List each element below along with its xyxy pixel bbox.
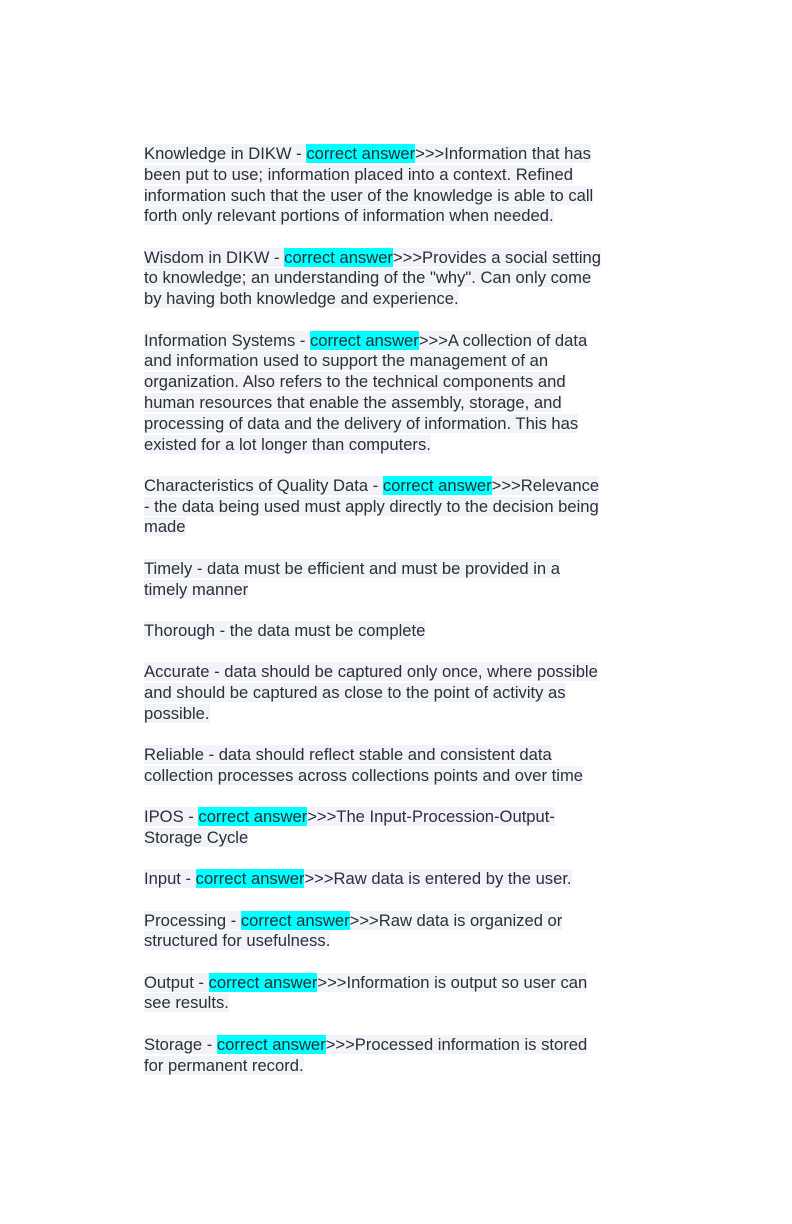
text-line	[144, 559, 644, 580]
definition-text: >>>Raw data is entered by the user.	[304, 869, 572, 889]
term-text: Storage -	[144, 1034, 217, 1054]
answer-highlight: correct answer	[216, 1034, 326, 1054]
flashcard-entry	[144, 662, 644, 724]
definition-text: >>>Information that has	[415, 144, 591, 163]
text-line	[144, 351, 644, 372]
answer-highlight: correct answer	[240, 910, 350, 930]
answer-highlight: correct answer	[198, 807, 308, 827]
text-line	[144, 683, 644, 704]
text-line	[144, 911, 644, 932]
term-text: forth only relevant portions of information when needed.	[144, 206, 554, 226]
text-line	[144, 1056, 644, 1077]
definition-text: >>>Information is output so user can	[317, 972, 588, 992]
term-text: been put to use; information placed into a context. Refined	[144, 164, 573, 184]
term-text: timely manner	[144, 579, 249, 599]
answer-highlight: correct answer	[284, 247, 393, 267]
text-line	[144, 372, 644, 393]
answer-highlight: correct answer	[382, 475, 492, 495]
text-line	[144, 435, 644, 456]
term-text: to knowledge; an understanding of the "why". Can only come	[144, 268, 592, 288]
term-text: made	[144, 517, 186, 537]
definition-text: >>>A collection of data	[418, 330, 588, 350]
term-text: Wisdom in DIKW -	[144, 247, 285, 267]
document-page	[144, 144, 644, 1097]
definition-text: >>>Processed information is stored	[325, 1034, 588, 1054]
text-line	[144, 268, 644, 289]
term-text: information such that the user of the knowledge is able to call	[144, 185, 594, 205]
term-text: Output -	[144, 972, 209, 992]
answer-highlight: correct answer	[310, 330, 419, 350]
flashcard-entry	[144, 144, 644, 227]
flashcard-entry	[144, 476, 644, 538]
term-text: Timely - data must be efficient and must be provided in a	[144, 558, 560, 578]
text-line	[144, 766, 644, 787]
text-line	[144, 289, 644, 310]
text-line	[144, 144, 644, 165]
answer-highlight: correct answer	[306, 144, 416, 163]
text-line	[144, 331, 644, 352]
term-text: Characteristics of Quality Data -	[144, 475, 383, 495]
text-line	[144, 973, 644, 994]
definition-text: >>>Raw data is organized or	[349, 910, 563, 930]
definition-text: >>>Provides a social setting	[392, 247, 601, 267]
text-line	[144, 476, 644, 497]
text-line	[144, 497, 644, 518]
text-line	[144, 704, 644, 725]
flashcard-entry	[144, 559, 644, 601]
text-line	[144, 517, 644, 538]
term-text: processing of data and the delivery of information. This has	[144, 413, 579, 433]
flashcard-entry	[144, 621, 644, 642]
term-text: Information Systems -	[144, 330, 310, 350]
text-line	[144, 393, 644, 414]
text-line	[144, 165, 644, 186]
text-line	[144, 662, 644, 683]
term-text: Knowledge in DIKW -	[144, 144, 307, 163]
term-text: Reliable - data should reflect stable and consistent data	[144, 745, 552, 765]
flashcard-entry	[144, 331, 644, 456]
text-line	[144, 621, 644, 642]
definition-text: >>>Relevance	[491, 475, 600, 495]
term-text: organization. Also refers to the technical components and	[144, 372, 566, 392]
term-text: Storage Cycle	[144, 827, 249, 847]
flashcard-entry	[144, 869, 644, 890]
flashcard-entry	[144, 745, 644, 787]
term-text: Input -	[144, 869, 196, 889]
flashcard-entry	[144, 807, 644, 849]
answer-highlight: correct answer	[208, 972, 318, 992]
term-text: human resources that enable the assembly, storage, and	[144, 392, 562, 412]
term-text: structured for usefulness.	[144, 931, 331, 951]
definition-text: >>>The Input-Procession-Output-	[307, 807, 555, 827]
text-line	[144, 248, 644, 269]
flashcard-entry	[144, 1035, 644, 1077]
term-text: - the data being used must apply directly to the decision being	[144, 496, 599, 516]
term-text: collection processes across collections points and over time	[144, 765, 584, 785]
term-text: by having both knowledge and experience.	[144, 289, 459, 309]
term-text: for permanent record.	[144, 1055, 304, 1075]
term-text: possible.	[144, 703, 210, 723]
flashcard-entry	[144, 973, 644, 1015]
text-line	[144, 206, 644, 227]
term-text: and information used to support the management of an	[144, 351, 549, 371]
term-text: and should be captured as close to the point of activity as	[144, 682, 566, 702]
flashcard-entry	[144, 248, 644, 310]
text-line	[144, 869, 644, 890]
text-line	[144, 993, 644, 1014]
term-text: Thorough - the data must be complete	[144, 620, 426, 640]
text-line	[144, 580, 644, 601]
text-line	[144, 186, 644, 207]
flashcard-entry	[144, 911, 644, 953]
text-line	[144, 828, 644, 849]
term-text: Processing -	[144, 910, 241, 930]
term-text: IPOS -	[144, 807, 199, 827]
text-line	[144, 745, 644, 766]
term-text: see results.	[144, 993, 229, 1013]
term-text: Accurate - data should be captured only once, where possible	[144, 662, 598, 682]
text-line	[144, 807, 644, 828]
text-line	[144, 414, 644, 435]
term-text: existed for a lot longer than computers.	[144, 434, 431, 454]
answer-highlight: correct answer	[195, 869, 305, 889]
text-line	[144, 931, 644, 952]
text-line	[144, 1035, 644, 1056]
